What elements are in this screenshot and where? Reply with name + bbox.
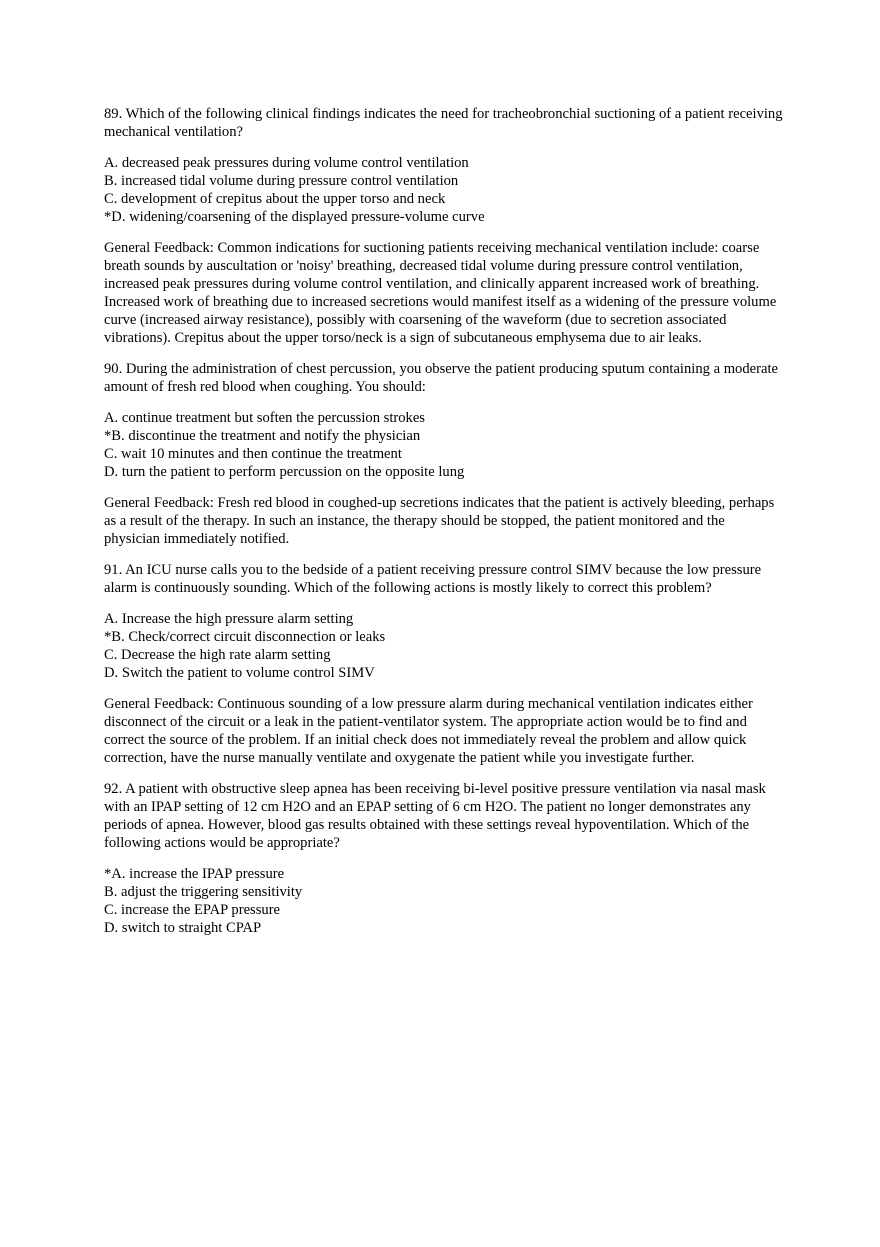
answer-option-d: *D. widening/coarsening of the displayed pressure-volume curve: [104, 209, 485, 225]
answer-option-a: A. continue treatment but soften the percussion strokes: [104, 410, 425, 426]
question-91: [104, 561, 784, 767]
answer-option-c: C. wait 10 minutes and then continue the treatment: [104, 446, 402, 462]
question-stem: 90. During the administration of chest percussion, you observe the patient producing sputum containing a moderate amount of fresh red blood when coughing. You should:: [104, 361, 778, 395]
general-feedback: General Feedback: Fresh red blood in coughed-up secretions indicates that the patient is actively bleeding, perhaps as a result of the therapy. In such an instance, the therapy should be stopped, the patient monitored and the physician immediately notified.: [104, 495, 775, 547]
document-page: [104, 105, 784, 950]
answer-options: [104, 865, 784, 937]
answer-option-c: C. Decrease the high rate alarm setting: [104, 647, 331, 663]
answer-options: [104, 610, 784, 682]
answer-option-c: C. increase the EPAP pressure: [104, 902, 281, 918]
answer-option-d: D. switch to straight CPAP: [104, 920, 262, 936]
answer-options: [104, 154, 784, 226]
answer-option-a: A. Increase the high pressure alarm setting: [104, 611, 354, 627]
answer-option-b: B. adjust the triggering sensitivity: [104, 884, 303, 900]
question-89: [104, 105, 784, 347]
answer-option-a: *A. increase the IPAP pressure: [104, 866, 285, 882]
question-90: [104, 360, 784, 548]
answer-option-a: A. decreased peak pressures during volume control ventilation: [104, 155, 469, 171]
general-feedback: General Feedback: Continuous sounding of a low pressure alarm during mechanical ventilation indicates either disconnect of the circuit or a leak in the patient-ventilator system. The appropriate action would be to find and correct the source of the problem. If an initial check does not immediately reveal the problem and allow quick correction, have the nurse manually ventilate and oxygenate the patient while you investigate further.: [104, 696, 753, 766]
question-stem: 89. Which of the following clinical findings indicates the need for tracheobronchial suctioning of a patient receiving mechanical ventilation?: [104, 106, 783, 140]
answer-option-b: *B. Check/correct circuit disconnection or leaks: [104, 629, 386, 645]
general-feedback: General Feedback: Common indications for suctioning patients receiving mechanical ventilation include: coarse breath sounds by auscultation or 'noisy' breathing, decreased tidal volume during pressure control ventilation, increased peak pressures during volume control ventilation, and clinically apparent increased work of breathing. Increased work of breathing due to increased secretions would manifest itself as a widening of the pressure volume curve (increased airway resistance), possibly with coarsening of the waveform (due to secretion associated vibrations). Crepitus about the upper torso/neck is a sign of subcutaneous emphysema due to air leaks.: [104, 240, 777, 346]
answer-option-d: D. Switch the patient to volume control SIMV: [104, 665, 375, 681]
answer-option-b: B. increased tidal volume during pressure control ventilation: [104, 173, 459, 189]
question-stem: 92. A patient with obstructive sleep apnea has been receiving bi-level positive pressure ventilation via nasal mask with an IPAP setting of 12 cm H2O and an EPAP setting of 6 cm H2O. The patient no longer demonstrates any periods of apnea. However, blood gas results obtained with these settings reveal hypoventilation. Which of the following actions would be appropriate?: [104, 781, 766, 851]
answer-option-b: *B. discontinue the treatment and notify the physician: [104, 428, 421, 444]
answer-option-d: D. turn the patient to perform percussion on the opposite lung: [104, 464, 465, 480]
question-92: [104, 780, 784, 937]
answer-option-c: C. development of crepitus about the upper torso and neck: [104, 191, 446, 207]
answer-options: [104, 409, 784, 481]
question-stem: 91. An ICU nurse calls you to the bedside of a patient receiving pressure control SIMV because the low pressure alarm is continuously sounding. Which of the following actions is mostly likely to correct this problem?: [104, 562, 762, 596]
